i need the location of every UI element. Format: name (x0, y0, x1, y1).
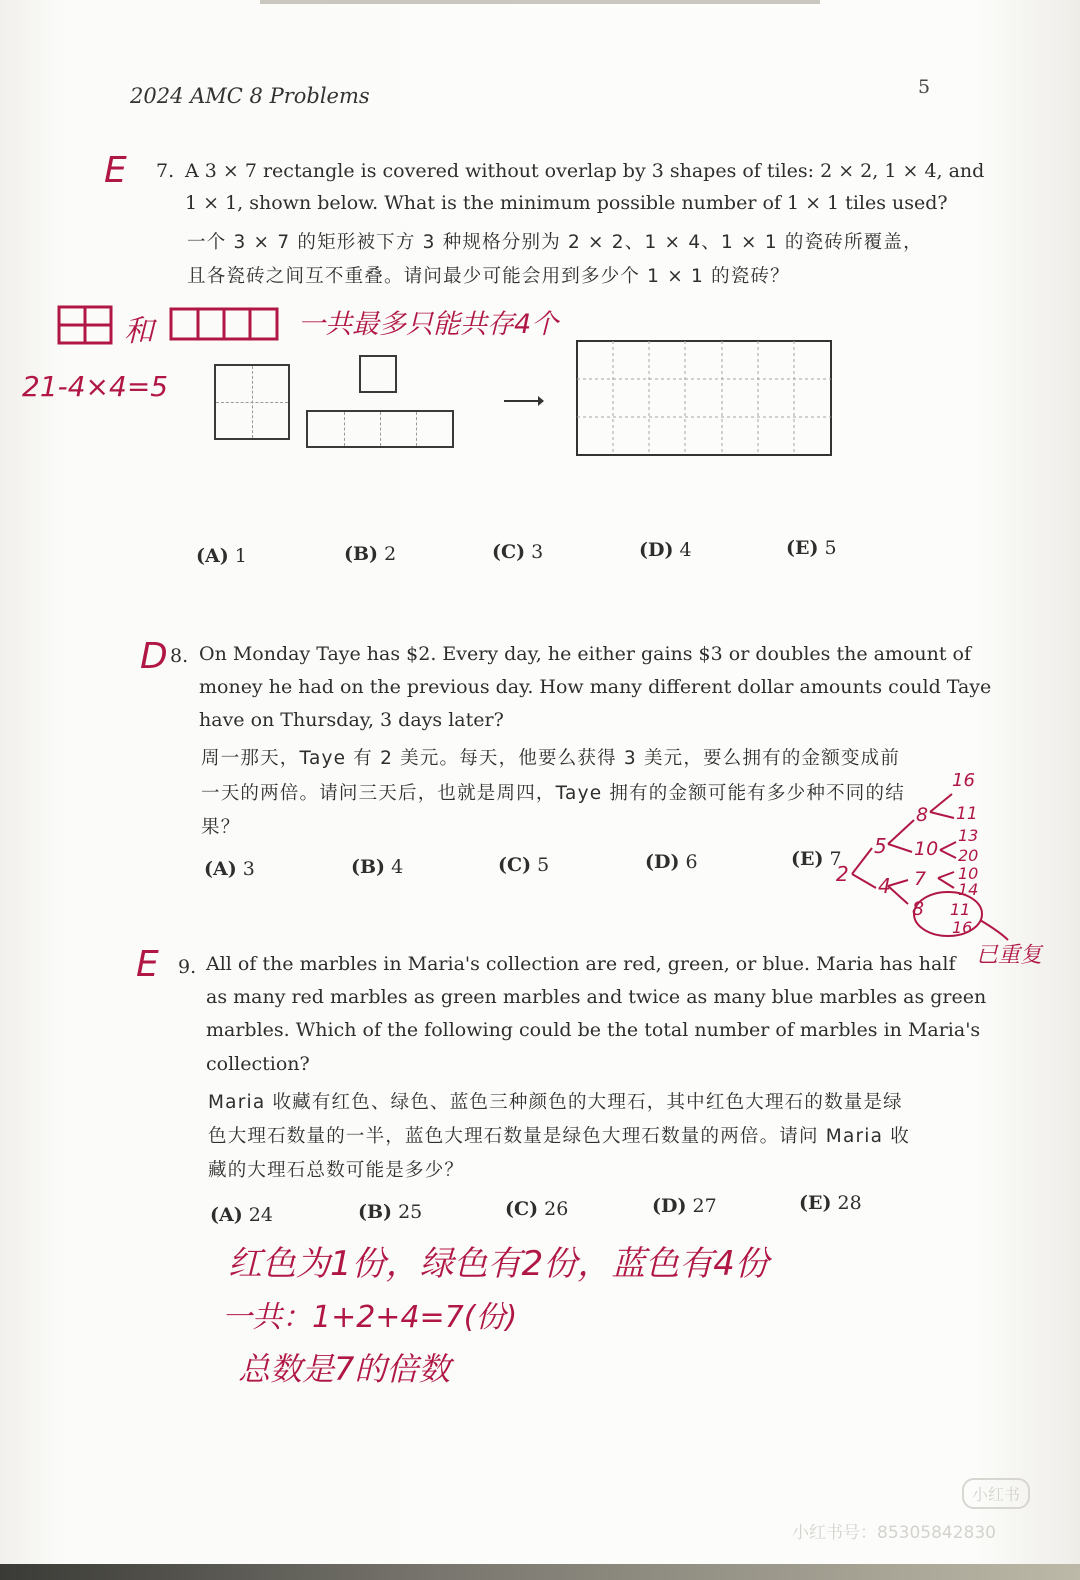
header-title: 2024 AMC 8 Problems (130, 84, 370, 108)
q9-text-en-3: marbles. Which of the following could be the total number of marbles in Maria's (206, 1019, 981, 1041)
q7-text-en-1: A 3 × 7 rectangle is covered without overlap by 3 shapes of tiles: 2 × 2, 1 × 4, and (185, 160, 985, 182)
q9-option-d: (D) 27 (652, 1195, 717, 1217)
q8-text-en-1: On Monday Taye has $2. Every day, he either gains $3 or doubles the amount of (199, 643, 972, 665)
q9-note-1: 红色为1份，绿色有2份，蓝色有4份 (228, 1244, 769, 1284)
tree-leaf-6: 14 (958, 880, 979, 899)
q8-option-e: (E) 7 (791, 848, 842, 870)
q8-text-en-2: money he had on the previous day. How many different dollar amounts could Taye (199, 676, 992, 698)
q7-number: 7. (156, 160, 175, 182)
hand-bar-1x4-icon (168, 306, 280, 342)
tree-a1: 8 (916, 804, 929, 826)
q7-option-d: (D) 4 (639, 539, 692, 561)
q9-option-a: (A) 24 (210, 1204, 273, 1226)
rectangle-3x7-grid (576, 340, 832, 456)
tree-b: 4 (878, 874, 891, 898)
q7-text-en-2: 1 × 1, shown below. What is the minimum possible number of 1 × 1 tiles used? (185, 192, 948, 214)
q7-option-c: (C) 3 (492, 541, 544, 563)
q9-option-b: (B) 25 (358, 1201, 423, 1223)
tile-1x4 (306, 410, 454, 448)
q8-text-cn-2: 一天的两倍。请问三天后，也就是周四，Taye 拥有的金额可能有多少种不同的结 (201, 783, 905, 804)
tile-2x2 (214, 364, 290, 440)
q9-option-e: (E) 28 (799, 1192, 862, 1214)
q8-option-c: (C) 5 (498, 854, 550, 876)
q7-text-cn-1: 一个 3 × 7 的矩形被下方 3 种规格分别为 2 × 2、1 × 4、1 × 1 的瓷砖所覆盖， (187, 232, 923, 253)
q8-text-en-3: have on Thursday, 3 days later? (199, 709, 504, 731)
tree-leaf-8: 16 (952, 918, 973, 937)
q9-text-en-4: collection? (206, 1053, 310, 1075)
tree-b1: 7 (914, 868, 927, 890)
tree-b2: 8 (912, 898, 925, 920)
top-edge (260, 0, 820, 4)
q9-note-3: 总数是7的倍数 (238, 1350, 451, 1388)
tree-root: 2 (836, 862, 849, 886)
q9-option-c: (C) 26 (505, 1198, 569, 1220)
q7-note-line1: 一共最多只能共存4个 (298, 309, 559, 340)
q7-note-he: 和 (124, 314, 154, 349)
watermark-id: 小红书号：85305842830 (792, 1523, 996, 1543)
tile-1x1 (359, 355, 397, 393)
tree-a2: 10 (914, 838, 939, 860)
q8-text-cn-1: 周一那天，Taye 有 2 美元。每天，他要么获得 3 美元，要么拥有的金额变成前 (201, 748, 901, 769)
watermark-logo: 小红书 (962, 1478, 1030, 1509)
q9-text-cn-1: Maria 收藏有红色、绿色、蓝色三种颜色的大理石，其中红色大理石的数量是绿 (208, 1092, 903, 1113)
tree-leaf-1: 16 (952, 770, 975, 791)
tree-duplicate-note: 已重复 (976, 943, 1043, 968)
tree-leaf-2: 11 (956, 804, 978, 824)
q7-option-a: (A) 1 (196, 545, 247, 567)
q8-option-d: (D) 6 (645, 851, 698, 873)
q8-text-cn-3: 果？ (201, 817, 241, 838)
q7-answer-mark: E (104, 150, 127, 191)
arrow-right-icon (504, 394, 544, 408)
q9-note-2: 一共：1+2+4=7(份) (222, 1300, 518, 1335)
q9-text-cn-3: 藏的大理石总数可能是多少？ (208, 1160, 465, 1181)
tree-leaf-5: 10 (958, 864, 979, 883)
q7-option-b: (B) 2 (344, 543, 397, 565)
q9-text-en-2: as many red marbles as green marbles and twice as many blue marbles as green (206, 986, 987, 1008)
q7-text-cn-2: 且各瓷砖之间互不重叠。请问最少可能会用到多少个 1 × 1 的瓷砖？ (187, 266, 790, 287)
page-number: 5 (918, 76, 931, 98)
q7-note-line2: 21-4×4=5 (22, 370, 169, 403)
q7-option-e: (E) 5 (786, 537, 837, 559)
q8-answer-mark: D (140, 636, 168, 677)
q9-number: 9. (178, 956, 197, 978)
tree-leaf-3: 13 (958, 826, 979, 845)
q8-number: 8. (170, 645, 189, 667)
bottom-shadow-strip (0, 1564, 1080, 1580)
hand-square-2x2-icon (56, 304, 116, 346)
q9-text-en-1: All of the marbles in Maria's collection are red, green, or blue. Maria has half (206, 953, 956, 975)
tree-a: 5 (874, 834, 887, 858)
q9-answer-mark: E (136, 944, 159, 985)
q8-option-b: (B) 4 (351, 856, 404, 878)
q9-text-cn-2: 色大理石数量的一半，蓝色大理石数量是绿色大理石数量的两倍。请问 Maria 收 (208, 1126, 910, 1147)
tree-leaf-4: 20 (958, 846, 979, 865)
tree-leaf-7: 11 (950, 900, 971, 919)
q8-option-a: (A) 3 (204, 858, 255, 880)
